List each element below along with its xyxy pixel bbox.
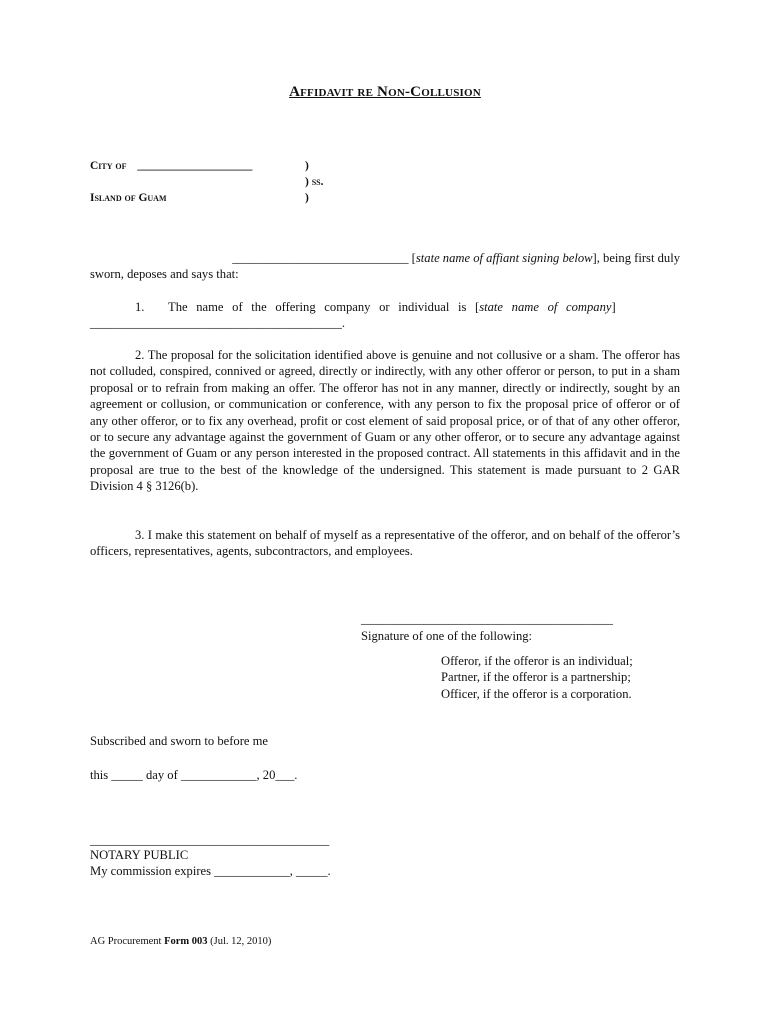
item-3-text: 3. I make this statement on behalf of myself as a representative of the offeror, and on behalf of the offeror’s officers, representatives, agents, subcontractors, and employees. bbox=[90, 528, 680, 559]
signature-option-partnership: Partner, if the offeror is a partnership; bbox=[441, 670, 631, 685]
caption-paren-3: ) bbox=[305, 192, 309, 204]
signature-block bbox=[361, 611, 681, 702]
item-2-text: 2. The proposal for the solicitation identified above is genuine and not collusive or a sham. The offeror has not colluded, conspired, connived or agreed, directly or indirectly, with any other offeror or person, to put in a sham proposal or to refrain from making an offer. The offeror has not in any manner, directly or indirectly, sought by an agreement or collusion, or communication or conference, with any person to fix the proposal price of offeror or of any other offeror, or to fix any overhead, profit or cost element of said proposal price, or of that of any other offeror, or to secure any advantage against the government of Guam or any other offeror, or to secure any advantage against the government of Guam or any person interested in the proposed contract. All statements in this affidavit and in the proposal are true to the best of the knowledge of the undersigned. This statement is made pursuant to 2 GAR Division 4 § 3126(b). bbox=[90, 348, 680, 494]
city-caption bbox=[90, 158, 252, 174]
affiant-bracket-open: [ bbox=[408, 251, 416, 265]
affiant-line-2: sworn, deposes and says that: bbox=[90, 267, 239, 282]
item-1-number: 1. bbox=[135, 300, 145, 314]
signature-option-individual: Offeror, if the offeror is an individual; bbox=[441, 653, 633, 668]
document-title: Affidavit re Non-Collusion bbox=[289, 84, 481, 100]
affiant-bracket-close: ], being first duly bbox=[592, 251, 680, 265]
item-1-close: ] bbox=[611, 300, 616, 314]
item-1 bbox=[90, 299, 680, 332]
item-1-blank: ________________________________________. bbox=[90, 316, 346, 331]
footer-date: (Jul. 12, 2010) bbox=[207, 936, 272, 947]
caption-ss: ) ss. bbox=[305, 176, 324, 188]
notary-commission: My commission expires ____________, _____. bbox=[90, 864, 331, 878]
affiant-line-1 bbox=[90, 250, 680, 266]
footer-prefix: AG Procurement bbox=[90, 936, 165, 947]
signature-line: ________________________________________ bbox=[361, 612, 613, 626]
signature-options bbox=[441, 653, 681, 702]
notary-signature-line: ______________________________________ bbox=[90, 833, 330, 847]
affiant-paragraph bbox=[90, 250, 680, 283]
notary-public-label: NOTARY PUBLIC bbox=[90, 848, 189, 862]
notary-date-line: this _____ day of ____________, 20___. bbox=[90, 768, 298, 782]
notary-subscribed: Subscribed and sworn to before me bbox=[90, 734, 269, 748]
item-1-text: The name of the offering company or individual is [ bbox=[168, 300, 480, 314]
item-1-instruction: state name of company bbox=[479, 300, 612, 314]
signature-option-corporation: Officer, if the offeror is a corporation. bbox=[441, 686, 632, 701]
signature-label: Signature of one of the following: bbox=[361, 629, 533, 644]
form-footer bbox=[90, 934, 271, 950]
city-label: City of bbox=[90, 160, 127, 172]
affiant-instruction: state name of affiant signing below bbox=[415, 251, 593, 265]
item-3 bbox=[90, 527, 680, 560]
item-1-line-1 bbox=[90, 299, 680, 315]
item-2 bbox=[90, 347, 680, 495]
affiant-blank: ____________________________ bbox=[232, 251, 409, 265]
caption-paren-1: ) bbox=[305, 160, 309, 172]
footer-form-number: Form 003 bbox=[164, 936, 208, 947]
island-label: Island of Guam bbox=[90, 192, 167, 204]
city-blank: ____________________ bbox=[137, 160, 253, 172]
